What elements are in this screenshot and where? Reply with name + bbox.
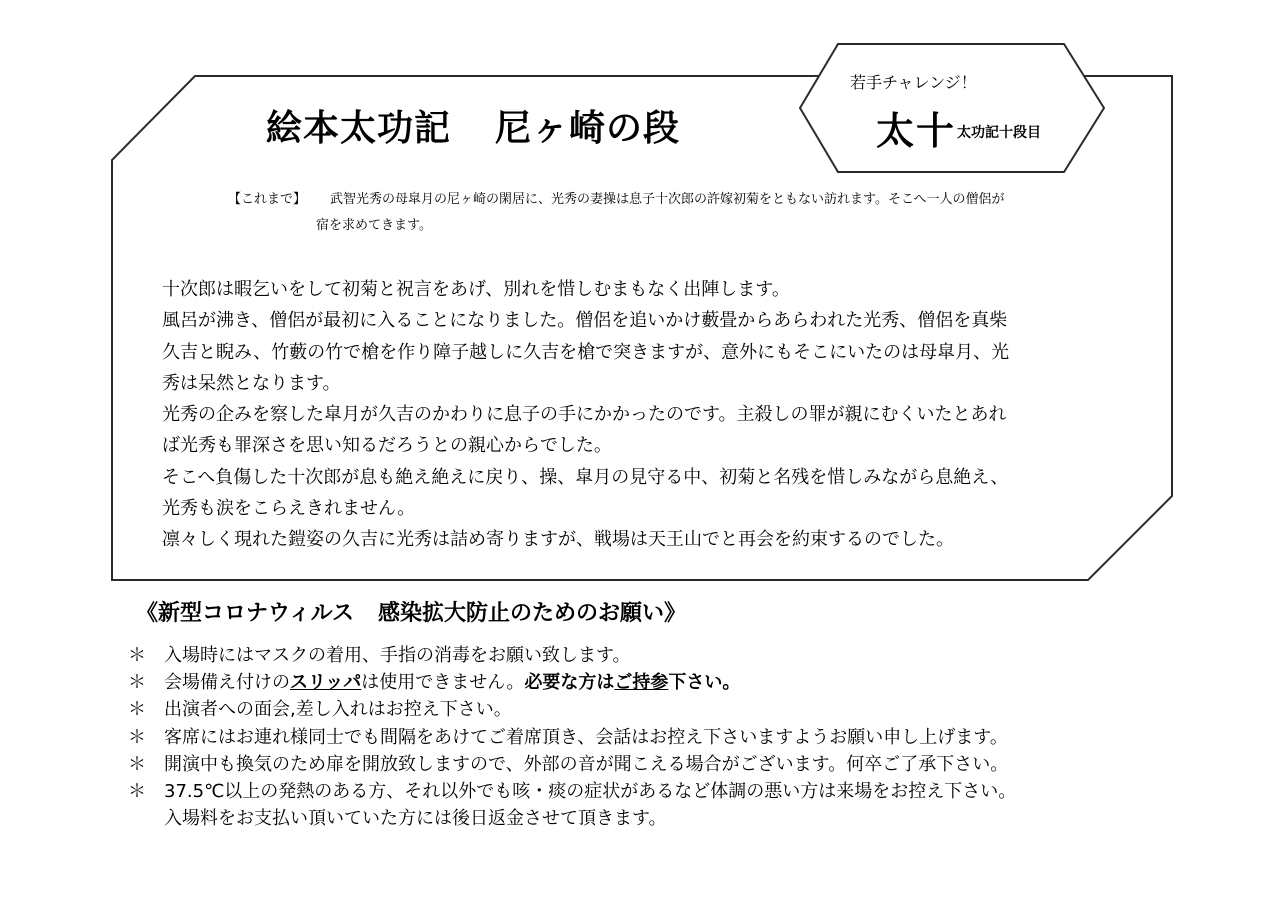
notice-title-part-1: 《新型コロナウィルス [136, 601, 355, 626]
notice-text-part: 会場備え付けの [164, 672, 290, 694]
asterisk-bullet: ＊ [128, 726, 146, 748]
notice-list [128, 642, 1138, 832]
story-line: 光秀の企みを察した皐月が久吉のかわりに息子の手にかかったのです。主殺しの罪が親にむくいたとあれ [162, 404, 1007, 426]
notice-emphasis-slippers: スリッパ [290, 672, 362, 694]
notice-text: 開演中も換気のため扉を開放致しますので、外部の音が聞こえる場合がございます。何卒ご了承下さい。 [164, 753, 1009, 775]
title-scene: 尼ヶ崎の段 [495, 108, 681, 149]
summary-line-1: 武智光秀の母皐月の尼ヶ崎の閑居に、光秀の妻操は息子十次郎の許嫁初菊をともない訪れます。そこへ一人の僧侶が [330, 192, 1005, 207]
notice-item [128, 669, 1138, 696]
story-line: 十次郎は暇乞いをして初菊と祝言をあげ、別れを惜しむまもなく出陣します。 [162, 279, 790, 300]
notice-title-part-2: 感染拡大防止のためのお願い》 [378, 601, 687, 626]
notice-emphasis: 必要な方は [524, 672, 615, 694]
notice-item [128, 778, 1138, 832]
notice-text: 出演者への面会,差し入れはお控え下さい。 [164, 699, 512, 721]
notice-text: 37.5℃以上の発熱のある方、それ以外でも咳・痰の症状があるなど体調の悪い方は来場をお控え下さい。 [164, 781, 1017, 803]
story-line: そこへ負傷した十次郎が息も絶え絶えに戻り、操、皐月の見守る中、初菊と名残を惜しみながら息絶え、 [162, 466, 1009, 488]
story-text [162, 274, 1152, 556]
badge-main-text: 太十 [876, 109, 957, 153]
page-title [266, 100, 680, 151]
notice-item [128, 642, 1138, 669]
notice-item [128, 696, 1138, 723]
notice-emphasis: 下さい。 [668, 672, 741, 694]
story-line: 風呂が沸き、僧侶が最初に入ることになりました。僧侶を追いかけ藪畳からあらわれた光秀、僧侶を真柴 [162, 310, 1008, 332]
summary-label: 【これまで】 [228, 192, 307, 207]
notice-emphasis-bring: ご持参 [614, 672, 669, 694]
asterisk-bullet: ＊ [128, 753, 146, 775]
title-work: 絵本太功記 [266, 108, 452, 149]
notice-text-continued: 入場料をお支払い頂いていた方には後日返金させて頂きます。 [164, 808, 667, 830]
notice-text: 入場時にはマスクの着用、手指の消毒をお願い致します。 [164, 645, 631, 666]
notice-item [128, 724, 1138, 751]
asterisk-bullet: ＊ [128, 672, 146, 694]
story-line: 光秀も涙をこらえきれません。 [162, 498, 416, 520]
asterisk-bullet: ＊ [128, 645, 146, 666]
notice-title [136, 596, 686, 627]
story-line: 久吉と睨み、竹藪の竹で槍を作り障子越しに久吉を槍で突きますが、意外にもそこにいたのは母皐月、光 [162, 341, 1010, 363]
notice-text: 客席にはお連れ様同士でも間隔をあけてご着席頂き、会話はお控え下さいますようお願い申し上げます。 [164, 726, 1008, 748]
notice-text-part: は使用できません。 [361, 672, 525, 694]
story-line: ば光秀も罪深さを思い知るだろうとの親心からでした。 [162, 435, 612, 457]
summary-line-2: 宿を求めてきます。 [316, 218, 432, 233]
badge-sub-text: 太功記十段目 [957, 125, 1041, 141]
story-line: 凛々しく現れた鎧姿の久吉に光秀は詰め寄りますが、戦場は天王山でと再会を約束するのでした。 [162, 529, 954, 551]
asterisk-bullet: ＊ [128, 699, 146, 721]
asterisk-bullet: ＊ [128, 781, 146, 803]
story-line: 秀は呆然となります。 [162, 372, 341, 394]
notice-item [128, 751, 1138, 778]
badge-challenge-text: 若手チャレンジ！ [850, 73, 977, 92]
